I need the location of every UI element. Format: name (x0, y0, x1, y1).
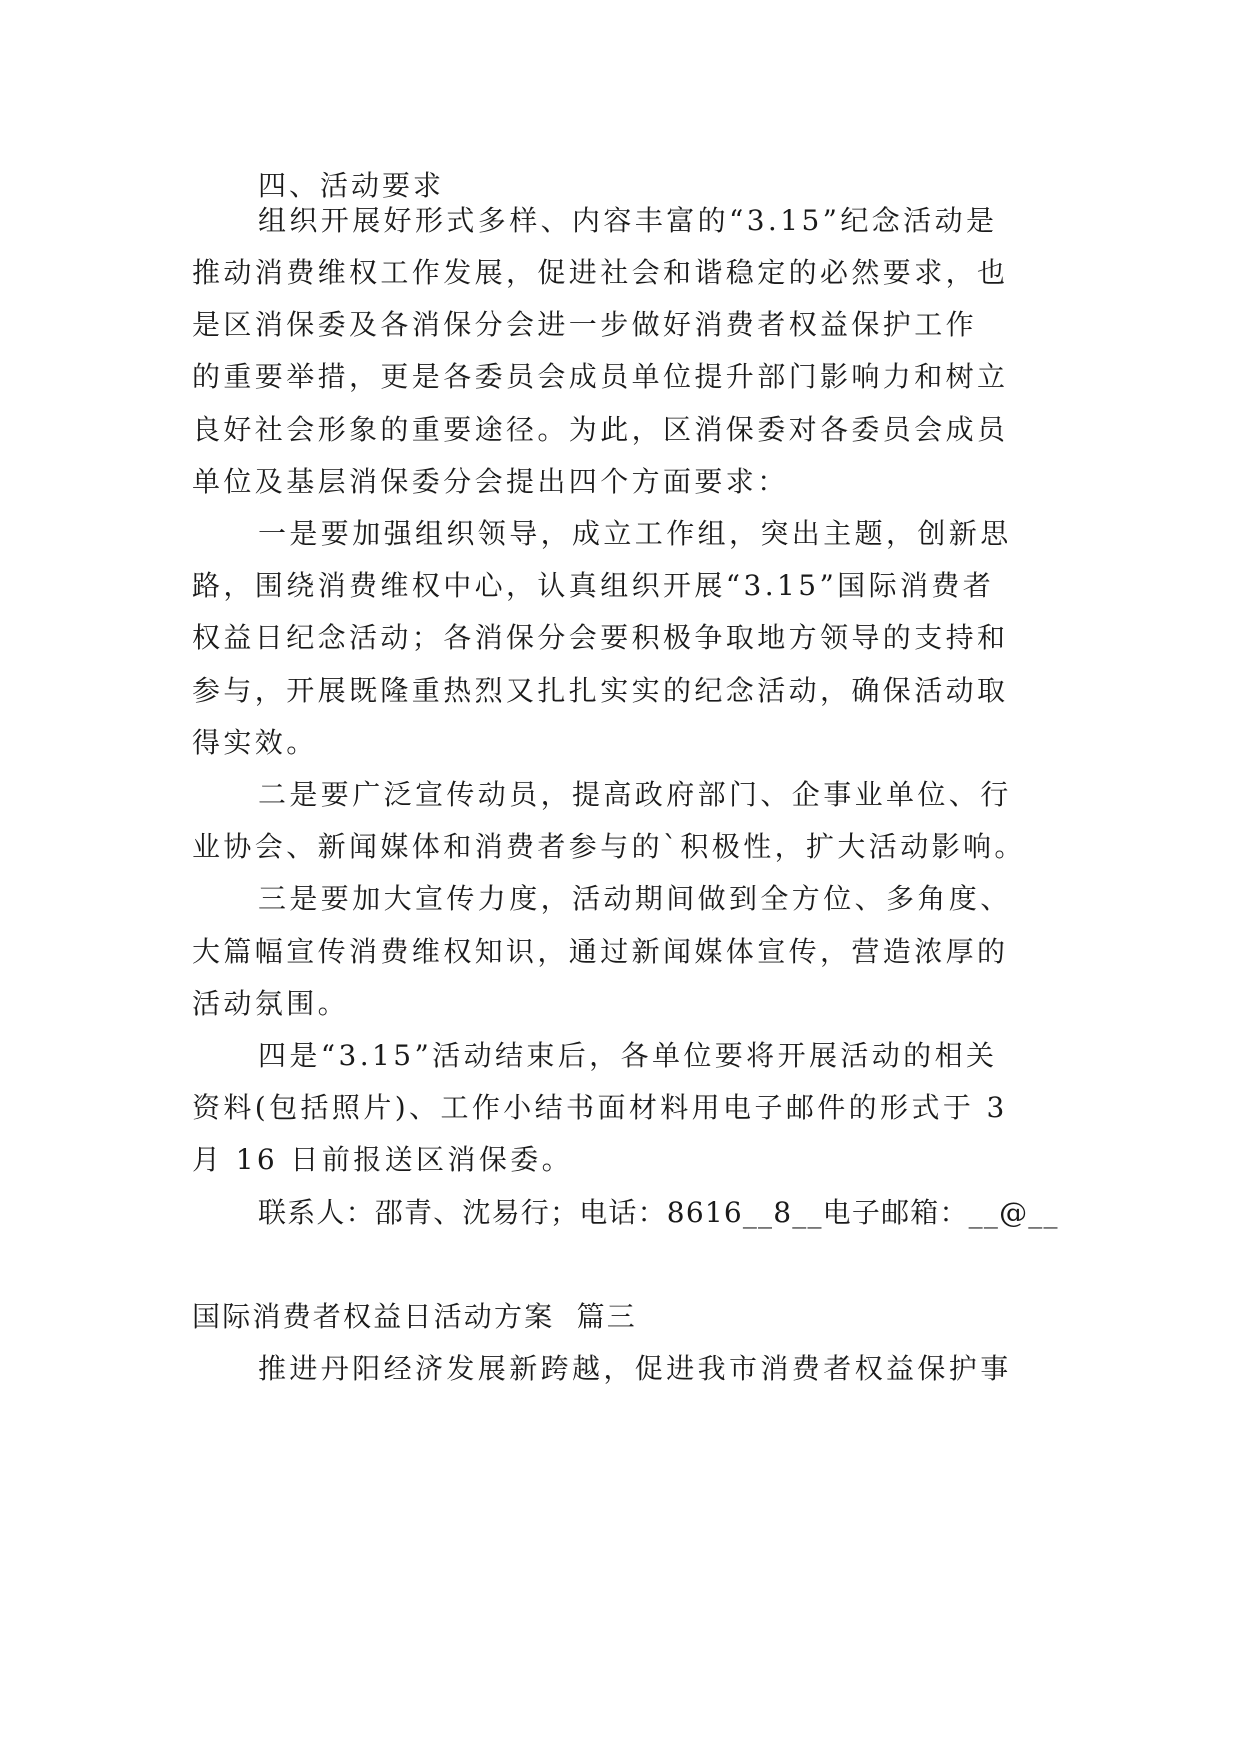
paragraph-line: 的重要举措，更是各委员会成员单位提升部门影响力和树立 (192, 360, 1009, 393)
paragraph-line: 参与，开展既隆重热烈又扎扎实实的纪念活动，确保活动取 (192, 674, 1009, 707)
next-section-title: 国际消费者权益日活动方案 篇三 (192, 1300, 638, 1333)
paragraph-line: 三是要加大宣传力度，活动期间做到全方位、多角度、 (258, 882, 1012, 915)
paragraph-line: 二是要广泛宣传动员，提高政府部门、企事业单位、行 (258, 778, 1012, 811)
paragraph-line: 大篇幅宣传消费维权知识，通过新闻媒体宣传，营造浓厚的 (192, 935, 1009, 968)
paragraph-line: 一是要加强组织领导，成立工作组，突出主题，创新思 (258, 517, 1012, 550)
paragraph-line: 良好社会形象的重要途径。为此，区消保委对各委员会成员 (192, 413, 1009, 446)
paragraph-line: 推动消费维权工作发展，促进社会和谐稳定的必然要求，也 (192, 256, 1009, 289)
paragraph-line: 业协会、新闻媒体和消费者参与的`积极性，扩大活动影响。 (192, 830, 1026, 863)
paragraph-line: 单位及基层消保委分会提出四个方面要求： (192, 465, 789, 498)
paragraph-line: 是区消保委及各消保分会进一步做好消费者权益保护工作 (192, 308, 978, 341)
section-heading: 四、活动要求 (258, 169, 445, 202)
paragraph-line: 四是“3.15”活动结束后，各单位要将开展活动的相关 (258, 1039, 998, 1072)
paragraph-line: 推进丹阳经济发展新跨越，促进我市消费者权益保护事 (258, 1352, 1012, 1385)
paragraph-line: 得实效。 (192, 726, 318, 759)
contact-line: 联系人：邵青、沈易行；电话：8616__8__电子邮箱：__@__ (258, 1196, 1059, 1229)
paragraph-line: 路，围绕消费维权中心，认真组织开展“3.15”国际消费者 (192, 569, 995, 602)
paragraph-line: 组织开展好形式多样、内容丰富的“3.15”纪念活动是 (258, 204, 998, 237)
paragraph-line: 活动氛围。 (192, 987, 350, 1020)
paragraph-line: 资料(包括照片)、工作小结书面材料用电子邮件的形式于 3 (192, 1091, 1008, 1124)
paragraph-line: 权益日纪念活动；各消保分会要积极争取地方领导的支持和 (192, 621, 1009, 654)
paragraph-line: 月 16 日前报送区消保委。 (192, 1143, 574, 1176)
